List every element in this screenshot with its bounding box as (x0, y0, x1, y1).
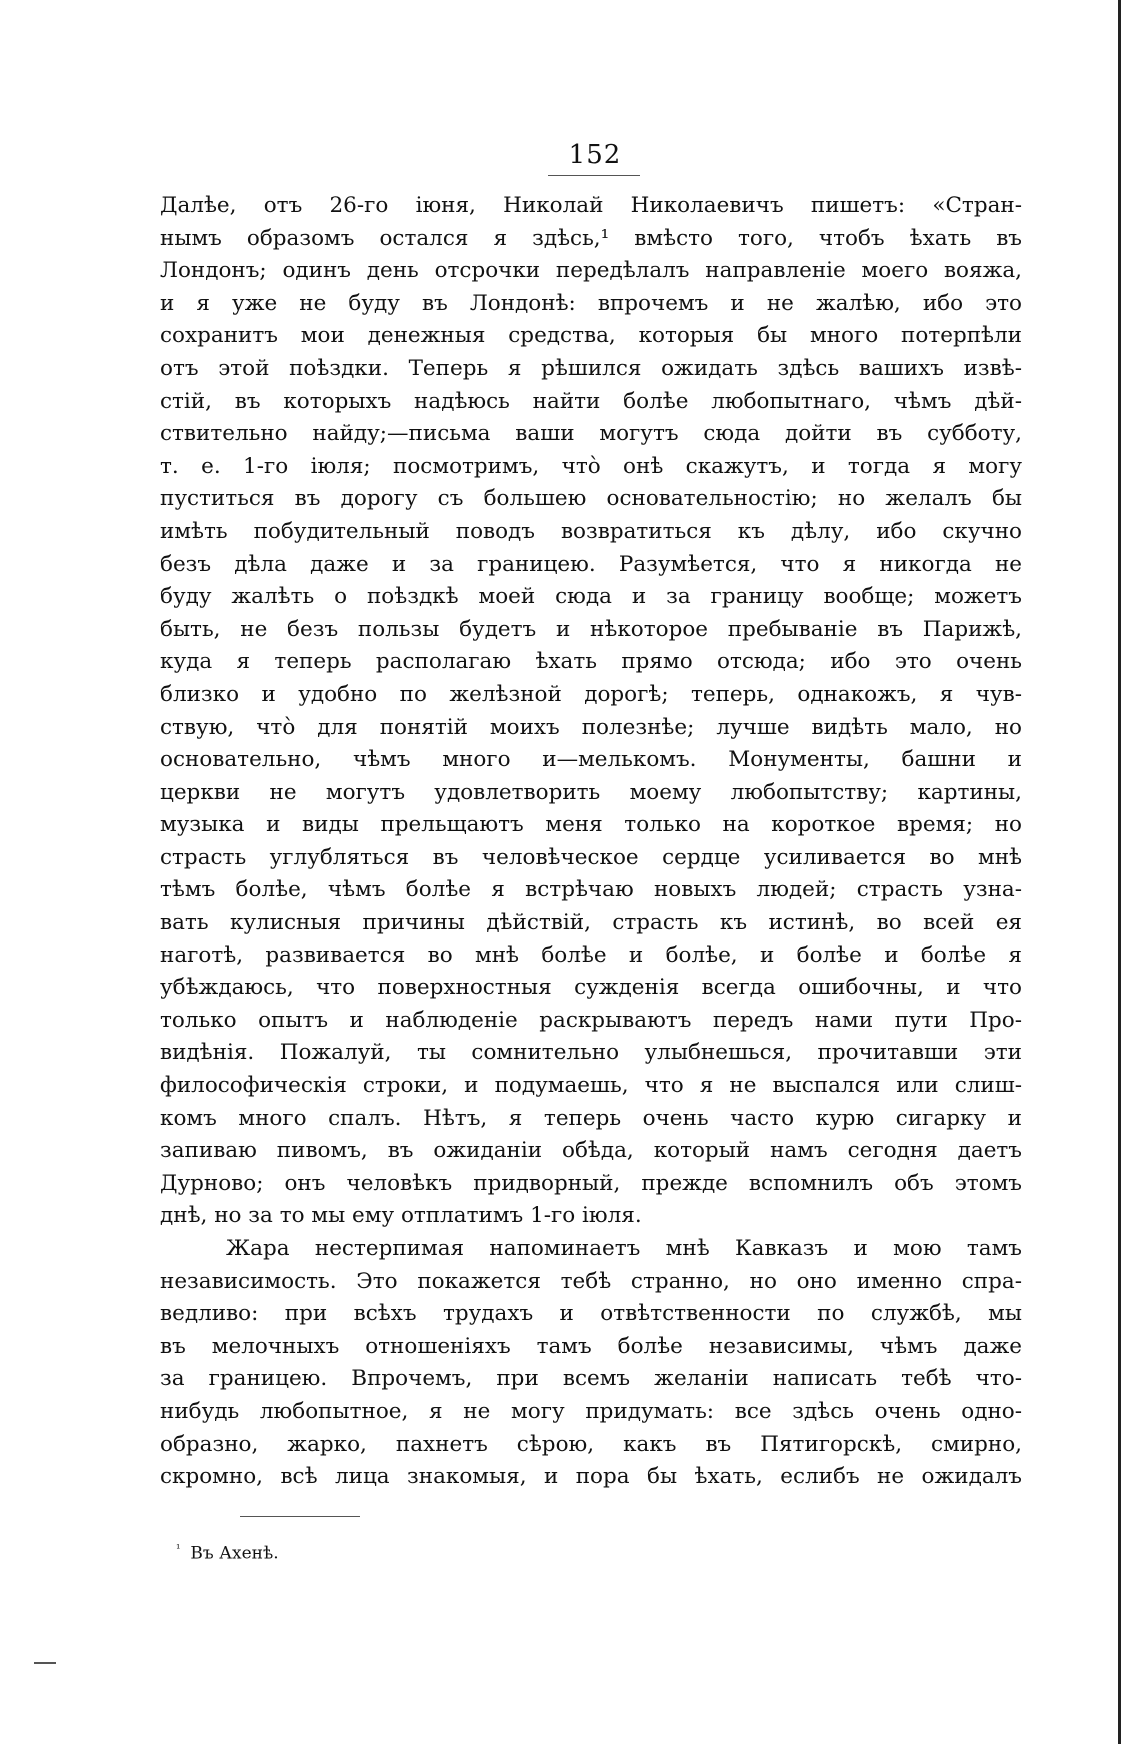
text-line: церкви не могутъ удовлетворить моему любопытству; картины, (160, 779, 1022, 805)
text-line: сохранитъ мои денежныя средства, которыя бы много потерпѣли (160, 323, 1022, 349)
body-text (160, 190, 1022, 1494)
text-line: отъ этой поѣздки. Теперь я рѣшился ожидать здѣсь вашихъ извѣ- (160, 355, 1022, 381)
text-line: видѣнія. Пожалуй, ты сомнительно улыбнешься, прочитавши эти (160, 1040, 1022, 1066)
text-line: ведливо: при всѣхъ трудахъ и отвѣтственности по службѣ, мы (160, 1301, 1022, 1327)
text-line: буду жалѣть о поѣздкѣ моей сюда и за границу вообще; можетъ (160, 584, 1022, 610)
text-line: имѣть побудительный поводъ возвратиться къ дѣлу, ибо скучно (160, 518, 1022, 544)
text-line: только опытъ и наблюденіе раскрываютъ передъ нами пути Про- (160, 1007, 1022, 1033)
text-line: образно, жарко, пахнетъ сѣрою, какъ въ Пятигорскѣ, смирно, (160, 1431, 1022, 1457)
text-line: стій, въ которыхъ надѣюсь найти болѣе любопытнаго, чѣмъ дѣй- (160, 388, 1022, 414)
footnote-text: Въ Ахенѣ. (190, 1543, 279, 1564)
text-line: куда я теперь располагаю ѣхать прямо отсюда; ибо это очень (160, 649, 1022, 675)
text-line: Далѣе, отъ 26-го іюня, Николай Николаевичъ пишетъ: «Стран- (160, 193, 1022, 218)
text-line: т. е. 1-го іюля; посмотримъ, что̀ онѣ скажутъ, и тогда я могу (160, 453, 1022, 479)
text-line: вать кулисныя причины дѣйствій, страсть къ истинѣ, во всей ея (160, 910, 1022, 936)
page-edge-rule (1118, 0, 1121, 1744)
margin-mark (34, 1662, 56, 1664)
text-line: въ мелочныхъ отношеніяхъ тамъ болѣе независимы, чѣмъ даже (160, 1333, 1022, 1359)
text-line: ствительно найду;—письма ваши могутъ сюда дойти въ субботу, (160, 421, 1022, 447)
text-line: тѣмъ болѣе, чѣмъ болѣе я встрѣчаю новыхъ людей; страсть узна- (160, 877, 1022, 903)
page-number-rule (548, 175, 640, 176)
text-line: ствую, что̀ для понятій моихъ полезнѣе; лучше видѣть мало, но (160, 714, 1022, 740)
text-line: безъ дѣла даже и за границею. Разумѣется, что я никогда не (160, 551, 1022, 577)
text-line: независимость. Это покажется тебѣ странно, но оно именно спра- (160, 1268, 1022, 1294)
text-line: философическія строки, и подумаешь, что я не выспался или слиш- (160, 1073, 1022, 1099)
page-number: 152 (568, 140, 622, 170)
text-line: нымъ образомъ остался я здѣсь,¹ вмѣсто того, чтобъ ѣхать въ (160, 225, 1022, 251)
text-line: страсть углубляться въ человѣческое сердце усиливается во мнѣ (160, 844, 1022, 870)
text-line: за границею. Впрочемъ, при всемъ желаніи написать тебѣ что- (160, 1366, 1022, 1392)
text-line: быть, не безъ пользы будетъ и нѣкоторое пребываніе въ Парижѣ, (160, 616, 1022, 642)
text-line: основательно, чѣмъ много и—мелькомъ. Монументы, башни и (160, 747, 1022, 773)
text-line: Дурново; онъ человѣкъ придворный, прежде вспомнилъ объ этомъ (160, 1170, 1022, 1196)
text-line: скромно, всѣ лица знакомыя, и пора бы ѣхать, еслибъ не ожидалъ (160, 1464, 1022, 1490)
text-line: убѣждаюсь, что поверхностныя сужденія всегда ошибочны, и что (160, 975, 1022, 1001)
text-line: пуститься въ дорогу съ большею основательностію; но желалъ бы (160, 486, 1022, 512)
text-line: комъ много спалъ. Нѣтъ, я теперь очень часто курю сигарку и (160, 1105, 1022, 1131)
text-line: музыка и виды прельщаютъ меня только на короткое время; но (160, 812, 1022, 838)
text-line: Жара нестерпимая напоминаетъ мнѣ Кавказъ и мою тамъ (226, 1236, 1022, 1261)
footnote-separator (240, 1516, 360, 1517)
text-line: Лондонъ; одинъ день отсрочки передѣлалъ направленіе моего вояжа, (160, 258, 1022, 284)
text-line: близко и удобно по желѣзной дорогѣ; теперь, однакожъ, я чув- (160, 681, 1022, 707)
text-line: нибудь любопытное, я не могу придумать: все здѣсь очень одно- (160, 1398, 1022, 1424)
footnote-marker: ¹ (176, 1542, 181, 1555)
text-line: днѣ, но за то мы ему отплатимъ 1-го іюля. (160, 1203, 642, 1229)
text-line: и я уже не буду въ Лондонѣ: впрочемъ и не жалѣю, ибо это (160, 290, 1022, 316)
footnote (176, 1538, 279, 1565)
text-line: запиваю пивомъ, въ ожиданіи обѣда, который намъ сегодня даетъ (160, 1138, 1022, 1164)
text-line: наготѣ, развивается во мнѣ болѣе и болѣе, и болѣе и болѣе я (160, 942, 1022, 968)
